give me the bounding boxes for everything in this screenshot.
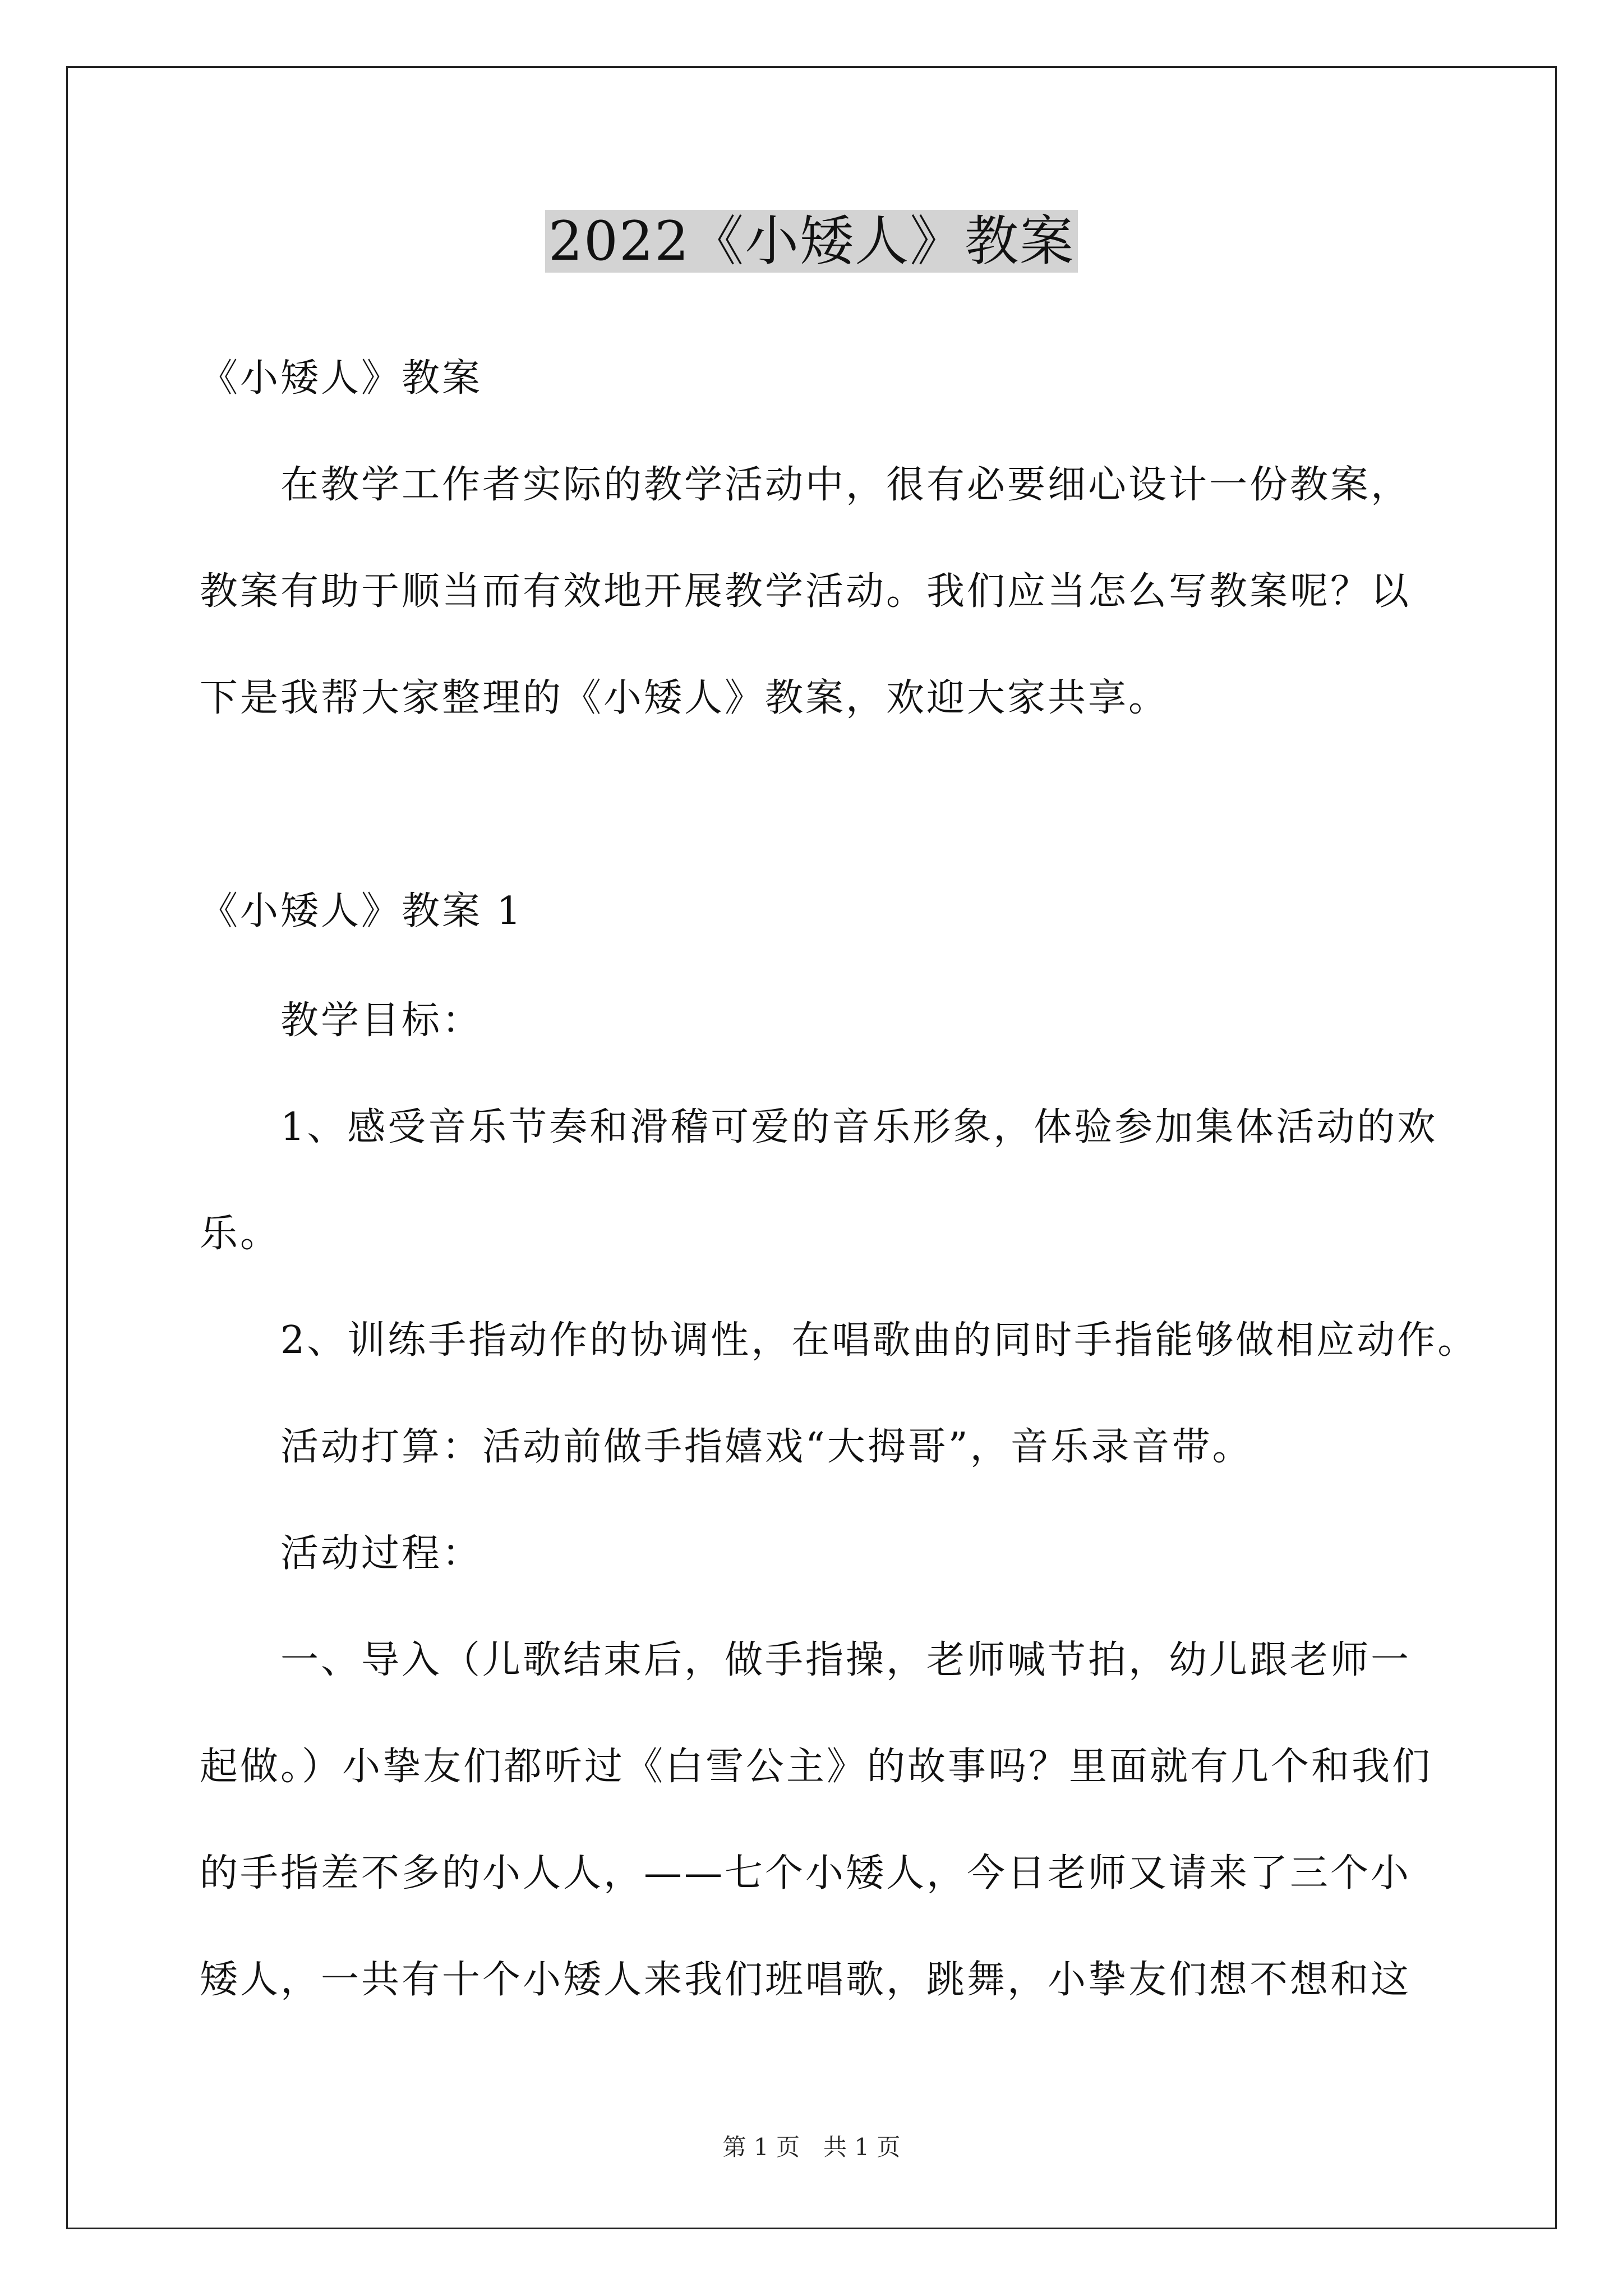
paragraph-line: 2、训练手指动作的协调性，在唱歌曲的同时手指能够做相应动作。	[280, 1318, 1478, 1363]
section-heading-intro: 《小矮人》教案	[200, 356, 483, 401]
subheading-process: 活动过程：	[280, 1531, 483, 1576]
title-text: 2022《小矮人》教案	[545, 210, 1078, 273]
paragraph-line: 矮人，一共有十个小矮人来我们班唱歌，跳舞，小挚友们想不想和这	[200, 1958, 1412, 2002]
paragraph-line: 起做。）小挚友们都听过《白雪公主》的故事吗？里面就有几个和我们	[200, 1745, 1433, 1789]
section-heading-1: 《小矮人》教案 1	[200, 889, 523, 933]
paragraph-line: 在教学工作者实际的教学活动中，很有必要细心设计一份教案，	[280, 463, 1412, 507]
paragraph-line: 教案有助于顺当而有效地开展教学活动。我们应当怎么写教案呢？以	[200, 569, 1412, 614]
paragraph-line: 的手指差不多的小人人，——七个小矮人，今日老师又请来了三个小	[200, 1851, 1412, 1895]
paragraph-line: 活动打算：活动前做手指嬉戏“大拇哥”，音乐录音带。	[280, 1425, 1253, 1469]
paragraph-line: 一、导入（儿歌结束后，做手指操，老师喊节拍，幼儿跟老师一	[280, 1638, 1412, 1682]
page-footer: 第 1 页 共 1 页	[722, 2133, 901, 2161]
document-title	[0, 202, 1623, 280]
paragraph-line: 1、感受音乐节奏和滑稽可爱的音乐形象，体验参加集体活动的欢	[280, 1105, 1438, 1149]
paragraph-line: 乐。	[200, 1212, 281, 1256]
paragraph-line: 下是我帮大家整理的《小矮人》教案，欢迎大家共享。	[200, 676, 1169, 720]
subheading-objectives: 教学目标：	[280, 999, 483, 1043]
